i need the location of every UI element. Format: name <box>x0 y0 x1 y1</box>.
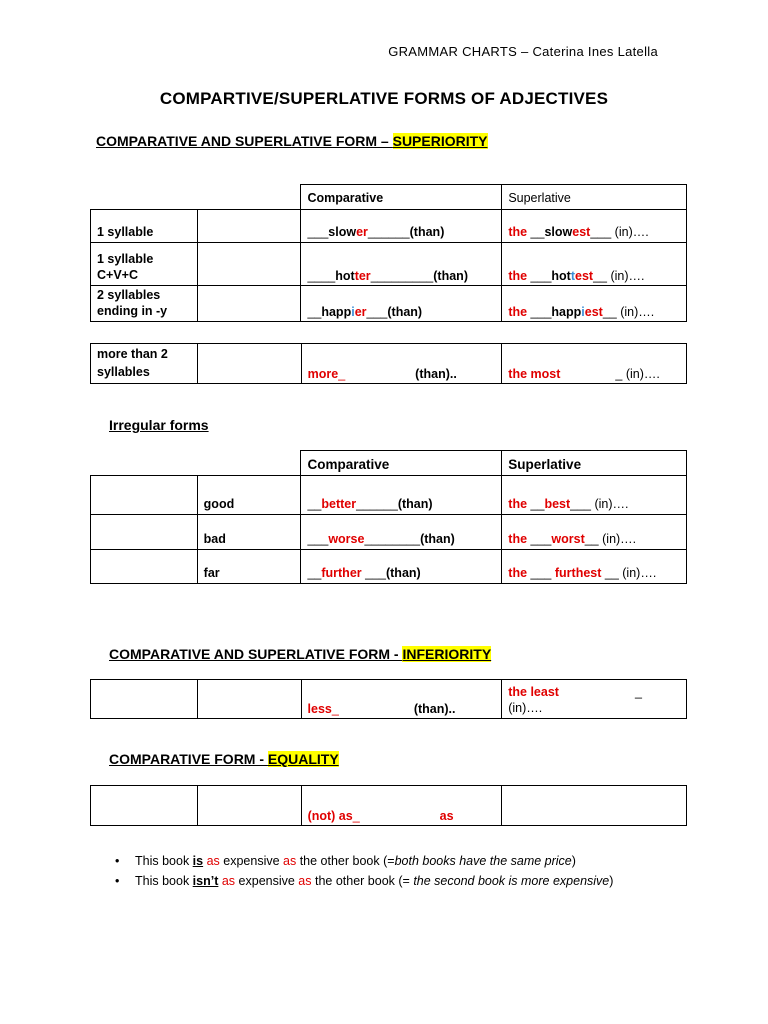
superiority-heading: COMPARATIVE AND SUPERLATIVE FORM – SUPERIORITY <box>96 133 488 149</box>
example-item: • This book is as expensive as the other book (=both books have the same price) <box>135 854 576 868</box>
cell-superlative: the ___hottest__ (in)…. <box>502 243 687 286</box>
superiority-table <box>90 184 687 322</box>
cell-superlative: the ___ furthest __ (in)…. <box>502 550 687 584</box>
cell-superlative: the ___happiest__ (in)…. <box>502 286 687 322</box>
cell-comparative: more_ (than).. <box>301 344 502 384</box>
col-superlative: Superlative <box>502 185 687 210</box>
col-superlative: Superlative <box>502 451 687 476</box>
col-comparative: Comparative <box>301 451 502 476</box>
cell-superlative: the __slowest___ (in)…. <box>502 210 687 243</box>
inferiority-table <box>90 679 687 719</box>
row-label: 1 syllable <box>91 210 198 243</box>
row-label: more than 2 syllables <box>91 344 198 384</box>
cell-comparative: __better______(than) <box>301 476 502 515</box>
irregular-adj: bad <box>197 515 301 550</box>
cell-comparative: __happier___(than) <box>301 286 502 322</box>
cell-comparative: ___slower______(than) <box>301 210 502 243</box>
irregular-adj: far <box>197 550 301 584</box>
superiority-table-long <box>90 343 687 384</box>
cell-comparative: ____hotter_________(than) <box>301 243 502 286</box>
page-header: GRAMMAR CHARTS – Caterina Ines Latella <box>388 44 658 59</box>
cell-comparative: (not) as_ as <box>301 786 502 826</box>
equality-heading: COMPARATIVE FORM - EQUALITY <box>109 751 339 767</box>
equality-table <box>90 785 687 826</box>
cell-comparative: __further ___(than) <box>301 550 502 584</box>
col-comparative: Comparative <box>301 185 502 210</box>
cell-comparative: ___worse________(than) <box>301 515 502 550</box>
cell-comparative: less_ (than).. <box>301 680 502 719</box>
row-label: 2 syllables ending in -y <box>91 286 198 322</box>
page-title: COMPARTIVE/SUPERLATIVE FORMS OF ADJECTIVES <box>159 89 609 108</box>
irregular-table <box>90 450 687 584</box>
example-item: • This book isn’t as expensive as the other book (= the second book is more expensive) <box>135 874 613 888</box>
row-label: 1 syllable C+V+C <box>91 243 198 286</box>
irregular-heading: Irregular forms <box>109 417 209 433</box>
irregular-adj: good <box>197 476 301 515</box>
cell-superlative: the least _ (in)…. <box>502 680 687 719</box>
cell-superlative: the __best___ (in)…. <box>502 476 687 515</box>
cell-superlative: the ___worst__ (in)…. <box>502 515 687 550</box>
cell-superlative: the most _ (in)…. <box>502 344 687 384</box>
inferiority-heading: COMPARATIVE AND SUPERLATIVE FORM - INFERIORITY <box>109 646 492 662</box>
